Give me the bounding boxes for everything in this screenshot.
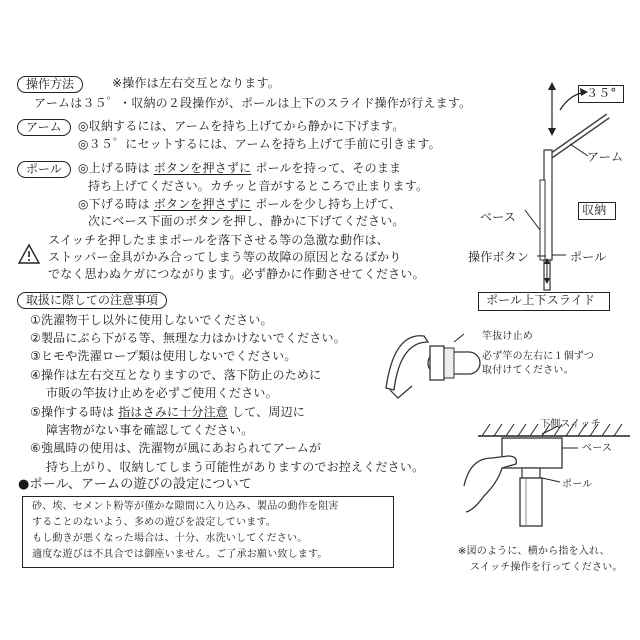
stopper-note1: 必ず竿の左右に１個ずつ: [482, 351, 595, 362]
warning-line2: ストッパー金具がかみ合ってしまう等の故障の原因となるばかり: [48, 250, 402, 264]
pole-label-2: ポール: [562, 479, 593, 490]
arm-line1: ◎収納するには、アームを持ち上げてから静かに下げます。: [78, 119, 405, 133]
finger-caution-emphasis: 指はさみに十分注意: [118, 405, 228, 419]
pole-line4: 次にベース下面のボタンを押し、静かに下げてください。: [88, 214, 405, 228]
arm-label: アーム: [587, 150, 624, 164]
operation-line1: アームは３５゜・収納の２段操作が、ポールは上下のスライド操作が行えます。: [34, 96, 472, 110]
base-label-2: ベース: [582, 443, 613, 454]
pole-line3: ◎下げる時は ボタンを押さずに ポールを少し持ち上げて、: [78, 197, 402, 211]
warning-line1: スイッチを押したままポールを落下させる等の急激な動作は、: [48, 233, 389, 247]
caution-item-4: ④操作は左右交互となりますので、落下防止のために: [30, 368, 322, 382]
no-press-emphasis-2: ボタンを押さずに: [153, 197, 252, 211]
arm-line2: ◎３５゜にセットするには、アームを持ち上げて手前に引きます。: [78, 137, 441, 151]
pole-label-1: ポール: [570, 250, 607, 264]
play-line3: もし動きが悪くなった場合は、十分、水洗いしてください。: [32, 533, 308, 544]
play-line2: することのないよう、多めの遊びを設定しています。: [32, 517, 276, 528]
caution-item-2: ②製品にぶら下がる等、無理な力はかけないでください。: [30, 331, 346, 345]
play-line1: 砂、埃、セメント粉等が僅かな隙間に入り込み、製品の動作を阻害: [32, 501, 339, 512]
arm-pole-diagram: [470, 80, 630, 310]
caution-item-6: ⑥強風時の使用は、洗濯物が風にあおられてアームが: [30, 441, 322, 455]
cautions-tag: 取扱に際しての注意事項: [17, 292, 167, 309]
stopper-title: 竿抜け止め: [482, 331, 533, 342]
caution-item-1: ①洗濯物干し以外に使用しないでください。: [30, 313, 273, 327]
caution-item-6b: 持ち上がり、収納してしまう可能性がありますのでお控えください。: [46, 460, 425, 474]
play-line4: 適度な遊びは不具合では御座いません。ご了承お願い致します。: [32, 549, 328, 560]
stopper-diagram: [384, 328, 484, 408]
switch-label: 下側スイッチ: [540, 419, 601, 430]
caution-item-4b: 市販の竿抜け止めを必ずご使用ください。: [46, 386, 278, 400]
storage-label: 収納: [582, 203, 607, 217]
angle-label: ３５°: [586, 86, 617, 100]
base-label: ベース: [480, 210, 517, 224]
switch-diagram: [462, 412, 630, 550]
switch-note2: スイッチ操作を行ってください。: [470, 562, 623, 573]
caution-item-3: ③ヒモや洗濯ロープ類は使用しないでください。: [30, 349, 297, 363]
pole-line1: ◎上げる時は ボタンを押さずに ポールを持って、そのまま: [78, 161, 402, 175]
caution-item-5: ⑤操作する時は 指はさみに十分注意 して、周辺に: [30, 405, 305, 419]
slide-label: ポール上下スライド: [486, 293, 596, 307]
pole-line2: 持ち上げてください。カチッと音がするところで止まります。: [88, 179, 429, 193]
play-heading: ●ポール、アームの遊びの設定について: [18, 477, 252, 492]
arm-tag: アーム: [17, 119, 71, 136]
operation-tag: 操作方法: [17, 76, 83, 93]
pole-tag: ポール: [17, 161, 71, 178]
switch-note1: ※図のように、横から指を入れ、: [458, 546, 610, 557]
caution-item-5b: 障害物がない事を確認してください。: [46, 423, 254, 437]
warning-line3: でなく思わぬケガにつながります。必ず静かに作動させてください。: [48, 267, 425, 281]
no-press-emphasis: ボタンを押さずに: [153, 161, 252, 175]
stopper-note2: 取付けてください。: [482, 365, 574, 376]
button-label: 操作ボタン: [468, 250, 530, 264]
operation-note: ※操作は左右交互となります。: [112, 76, 280, 90]
warning-triangle-icon: [18, 244, 40, 264]
